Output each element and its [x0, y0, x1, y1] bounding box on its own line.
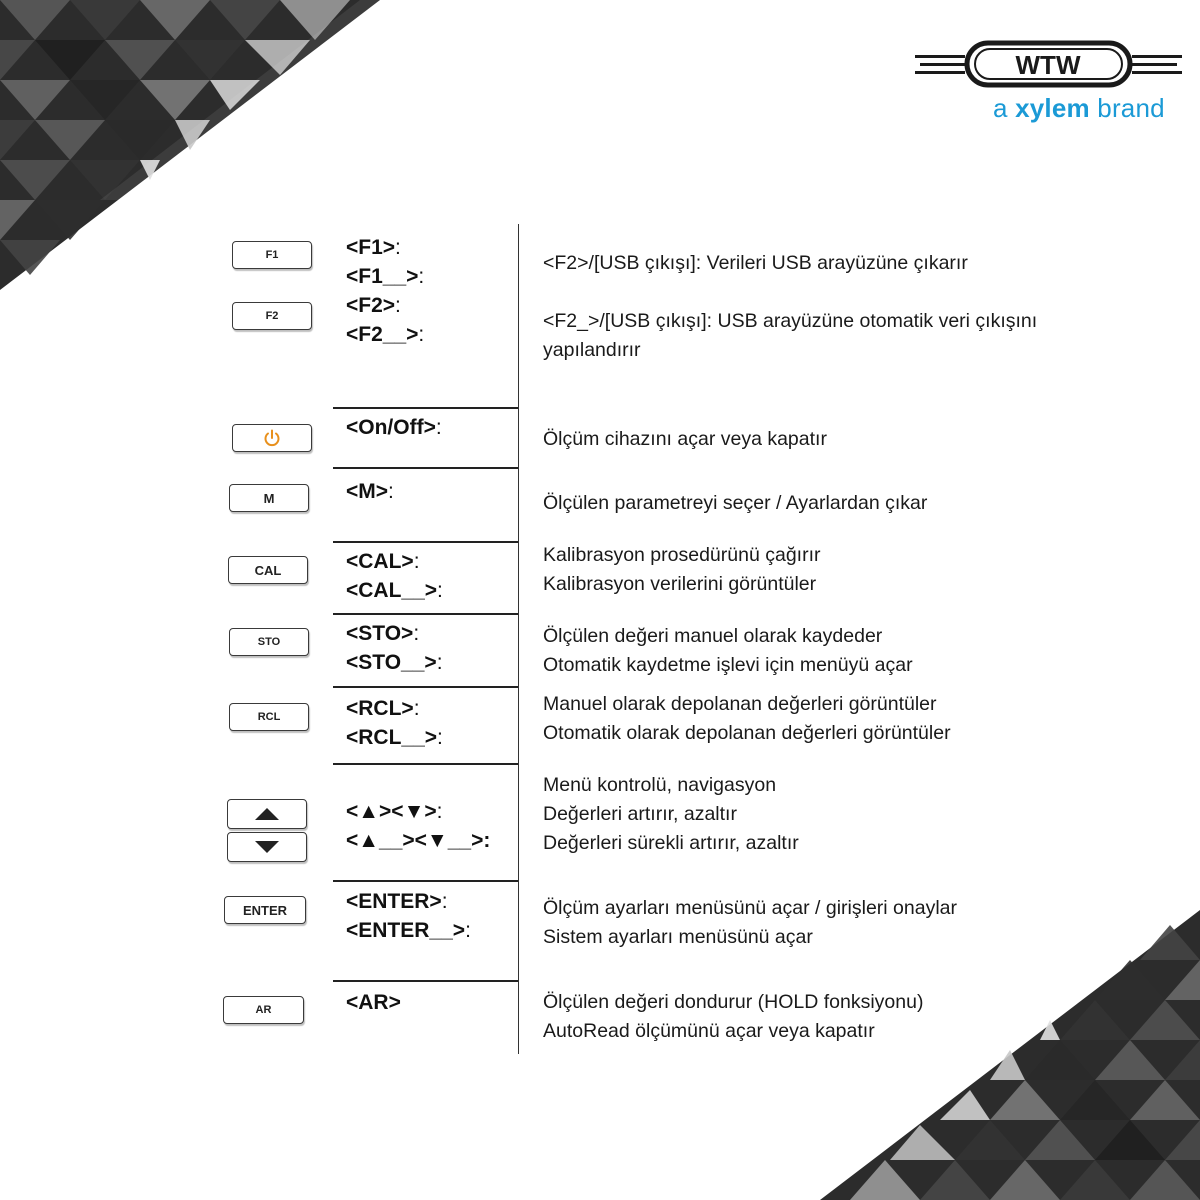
row-divider	[333, 541, 518, 543]
arrow-labels: <▲><▼>: <▲__><▼__>:	[346, 800, 491, 852]
row-divider	[333, 467, 518, 469]
up-arrow-key[interactable]	[227, 799, 307, 829]
row-divider	[333, 880, 518, 882]
row-divider	[333, 980, 518, 982]
ar-label: <AR>	[346, 991, 401, 1014]
row-divider	[333, 613, 518, 615]
arrow-description: Menü kontrolü, navigasyon Değerleri artırır, azaltır Değerleri sürekli artırır, azaltır	[543, 774, 799, 854]
power-icon	[263, 429, 281, 447]
cal-key[interactable]: CAL	[228, 556, 308, 584]
m-key[interactable]: M	[229, 484, 309, 512]
row-divider	[333, 763, 518, 765]
m-description: Ölçülen parametreyi seçer / Ayarlardan çıkar	[543, 492, 928, 514]
enter-key[interactable]: ENTER	[224, 896, 306, 924]
svg-text:WTW: WTW	[1015, 50, 1081, 80]
enter-description: Ölçüm ayarları menüsünü açar / girişleri onaylar Sistem ayarları menüsünü açar	[543, 897, 957, 948]
triangle-up-icon	[254, 807, 280, 821]
row-divider	[333, 686, 518, 688]
rcl-key[interactable]: RCL	[229, 703, 309, 731]
rcl-labels: <RCL>: <RCL__>:	[346, 697, 443, 749]
sto-key[interactable]: STO	[229, 628, 309, 656]
on-off-label: <On/Off>:	[346, 416, 442, 439]
on-off-description: Ölçüm cihazını açar veya kapatır	[543, 428, 827, 450]
wtw-logo-mark	[915, 38, 1185, 93]
row-divider	[333, 407, 518, 409]
enter-labels: <ENTER>: <ENTER__>:	[346, 890, 471, 942]
ar-key[interactable]: AR	[223, 996, 304, 1024]
sto-labels: <STO>: <STO__>:	[346, 622, 443, 674]
sto-description: Ölçülen değeri manuel olarak kaydeder Otomatik kaydetme işlevi için menüyü açar	[543, 625, 913, 676]
triangle-down-icon	[254, 840, 280, 854]
m-label: <M>:	[346, 480, 394, 503]
decorative-triangle-pattern-top-left	[0, 0, 380, 290]
f-keys-labels: <F1>: <F1__>: <F2>: <F2__>:	[346, 236, 425, 346]
f1-key[interactable]: F1	[232, 241, 312, 269]
f2-key[interactable]: F2	[232, 302, 312, 330]
on-off-key[interactable]	[232, 424, 312, 452]
cal-labels: <CAL>: <CAL__>:	[346, 550, 443, 602]
rcl-description: Manuel olarak depolanan değerleri görüntüler Otomatik olarak depolanan değerleri görüntüler	[543, 693, 951, 744]
down-arrow-key[interactable]	[227, 832, 307, 862]
brand-tagline: a xylem brand	[993, 93, 1165, 123]
decorative-triangle-pattern-bottom-right	[820, 910, 1200, 1200]
cal-description: Kalibrasyon prosedürünü çağırır Kalibrasyon verilerini görüntüler	[543, 544, 821, 595]
f-keys-description: <F2>/[USB çıkışı]: Verileri USB arayüzüne çıkarır <F2_>/[USB çıkışı]: USB arayüzüne otomatik veri çıkışını yapılandırır	[543, 252, 1038, 361]
ar-description: Ölçülen değeri dondurur (HOLD fonksiyonu) AutoRead ölçümünü açar veya kapatır	[543, 991, 924, 1042]
column-divider	[518, 224, 519, 1054]
